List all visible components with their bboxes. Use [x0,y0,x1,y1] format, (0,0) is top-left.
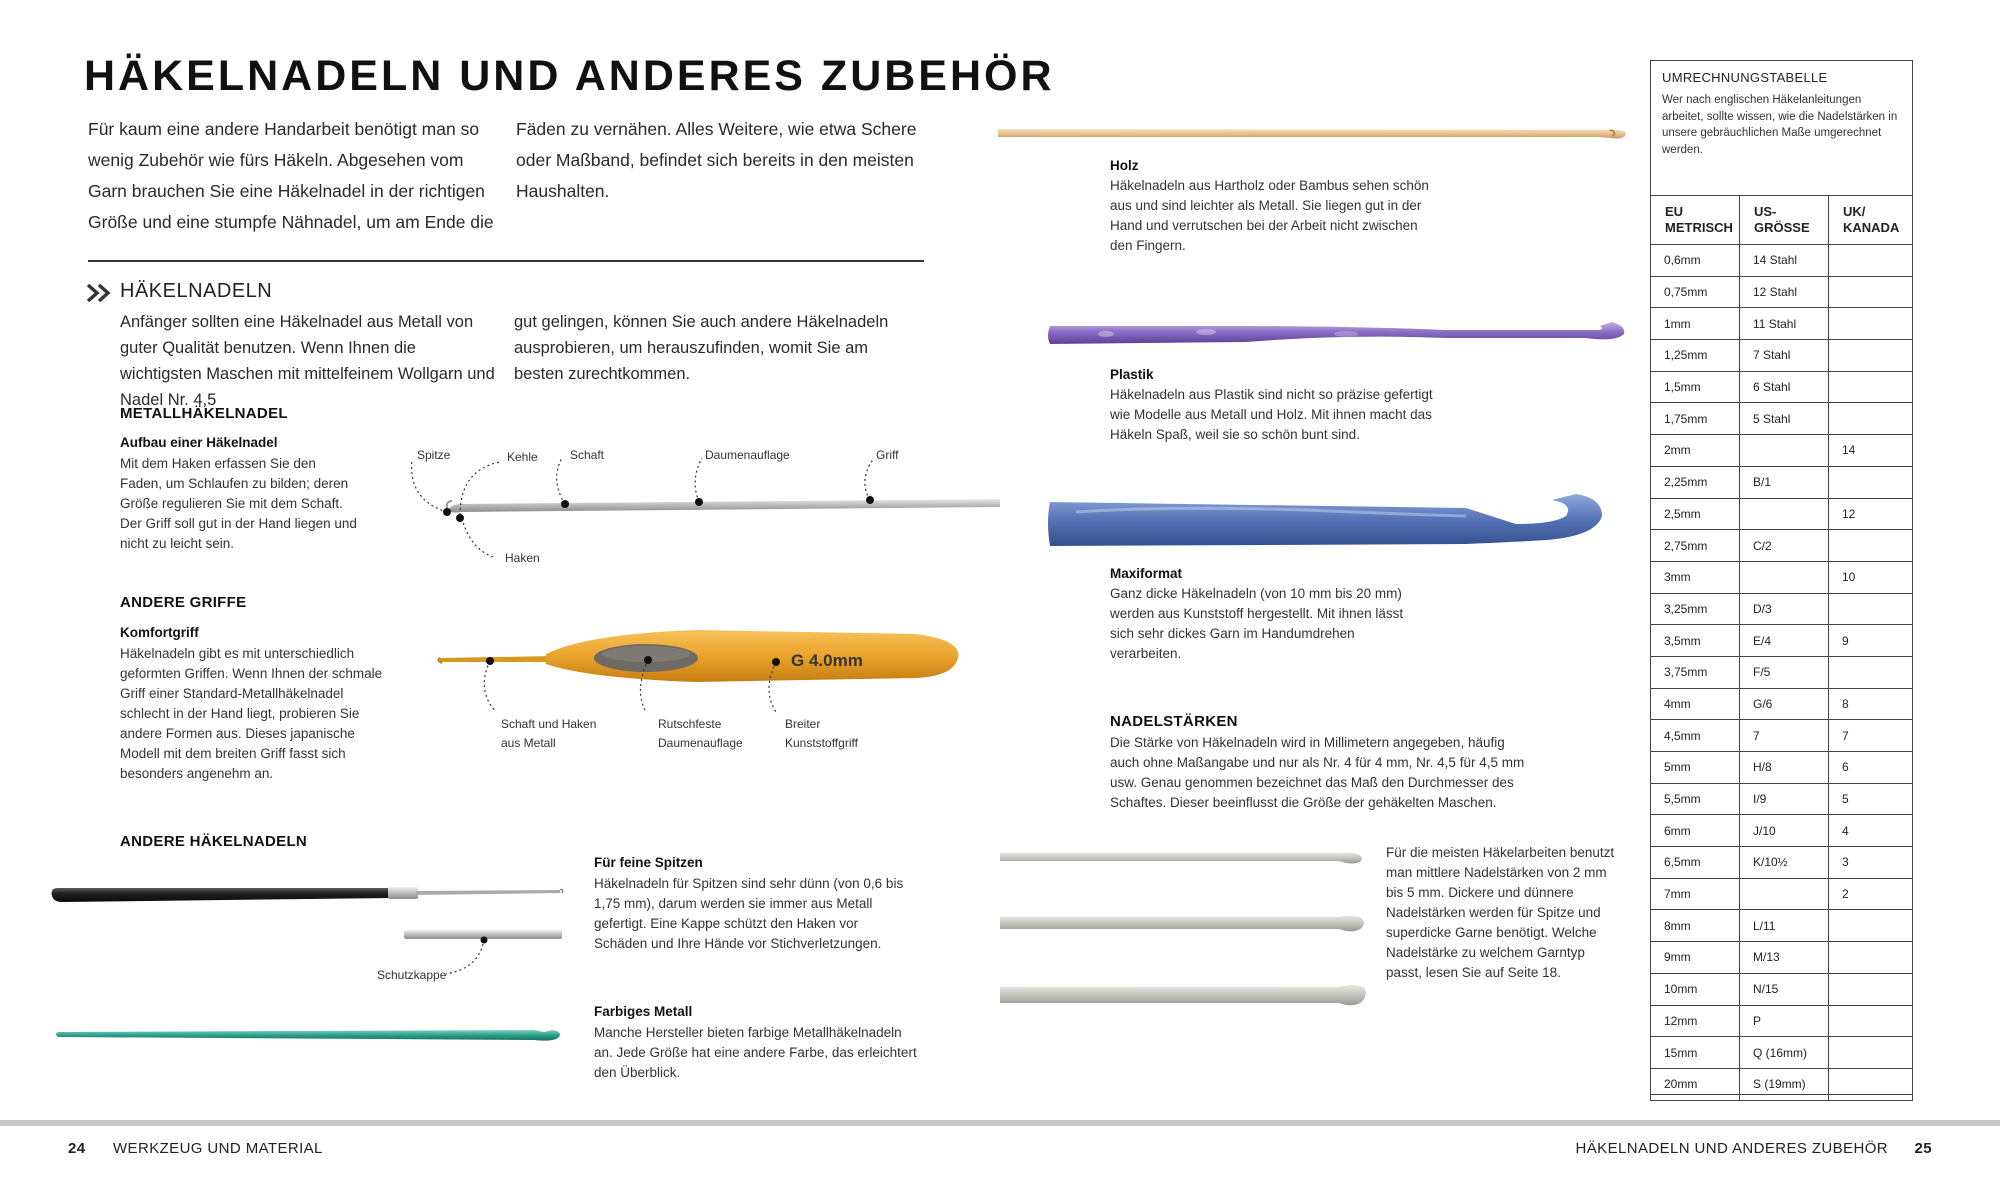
table-row [1651,973,1913,1005]
label-spitze: Spitze [417,448,451,462]
nadelstaerken-text: Die Stärke von Häkelnadeln wird in Millimetern angegeben, häufig auch ohne Maßangabe und nur als Nr. 4 für 4 mm, Nr. 4,5 für 4,5 mm usw. Genau genommen bezeichnet das Maß den Durchmesser des Schaftes. Dieser beeinflusst die Größe der gehäkelten Maschen. [1110,735,1525,810]
cell-uk [1829,656,1913,688]
cell-eu: 4mm [1651,688,1740,720]
plastik-text: Häkelnadeln aus Plastik sind nicht so präzise gefertigt wie Modelle aus Metall und Holz. Mit ihnen macht das Häkeln Spaß, weil sie so schön bunt sind. [1110,387,1433,442]
cell-us: 6 Stahl [1740,371,1829,403]
cell-uk [1829,371,1913,403]
cell-us: C/2 [1740,530,1829,562]
cell-eu: 3,25mm [1651,593,1740,625]
cell-eu: 10mm [1651,973,1740,1005]
cell-us: F/5 [1740,656,1829,688]
table-row [1651,942,1913,974]
metal-hook-illustration [400,440,1000,580]
cell-us: I/9 [1740,783,1829,815]
table-row [1651,688,1913,720]
table-row [1651,910,1913,942]
cell-eu: 2,5mm [1651,498,1740,530]
intro-left: Für kaum eine andere Handarbeit benötigt man so wenig Zubehör wie fürs Häkeln. Abgesehen vom Garn brauchen Sie eine Häkelnadel in der richtigen Größe und eine stumpfe Nähnadel, um am Ende die [88,119,494,232]
label-schaft-haken-1: Schaft und Haken [501,717,597,731]
cell-eu: 15mm [1651,1037,1740,1069]
cell-eu: 3mm [1651,561,1740,593]
table-row [1651,435,1913,467]
cell-uk [1829,973,1913,1005]
cell-us: K/10½ [1740,847,1829,879]
colored-hook-illustration [54,1020,564,1050]
table-row [1651,1037,1913,1069]
divider [88,260,924,262]
sub-maxiformat: Maxiformat [1110,566,1183,581]
sub-aufbau: Aufbau einer Häkelnadel [120,435,278,450]
fine-hook-illustration [50,868,570,988]
label-kehle: Kehle [507,450,538,464]
label-rutschfeste-2: Daumenauflage [658,736,743,750]
table-row [1651,276,1913,308]
cell-eu: 1,5mm [1651,371,1740,403]
table-row [1651,371,1913,403]
table-row [1651,1005,1913,1037]
comfort-hook-illustration [436,620,966,730]
label-schutzkappe: Schutzkappe [377,968,447,982]
table-header-row [1651,196,1913,245]
cell-eu: 20mm [1651,1068,1740,1100]
heading-andere-griffe: ANDERE GRIFFE [120,594,247,611]
cell-us: E/4 [1740,625,1829,657]
header-eu: EU METRISCH [1651,196,1740,245]
cell-us: S (19mm) [1740,1068,1829,1100]
cell-uk [1829,340,1913,372]
table-title: UMRECHNUNGSTABELLE [1662,70,1828,85]
cell-uk [1829,403,1913,435]
sub-feine-spitzen: Für feine Spitzen [594,855,703,870]
label-haken: Haken [505,551,540,565]
heading-andere-haekelnadeln: ANDERE HÄKELNADELN [120,833,308,850]
table-row [1651,403,1913,435]
hook-size-label: G 4.0mm [791,651,863,670]
haekelnadeln-text-left: Anfänger sollten eine Häkelnadel aus Metall von guter Qualität benutzen. Wenn Ihnen die wichtigsten Maschen mit mittelfeinem Wollgarn und Nadel Nr. 4,5 [120,313,495,409]
cell-us [1740,435,1829,467]
table-row [1651,815,1913,847]
cell-us [1740,561,1829,593]
cell-uk [1829,942,1913,974]
page-title: HÄKELNADELN UND ANDERES ZUBEHÖR [84,52,1055,100]
cell-us: 12 Stahl [1740,276,1829,308]
table-row [1651,847,1913,879]
cell-us: Q (16mm) [1740,1037,1829,1069]
cell-us: 5 Stahl [1740,403,1829,435]
cell-uk: 5 [1829,783,1913,815]
table-row [1651,878,1913,910]
cell-uk [1829,245,1913,277]
cell-eu: 3,75mm [1651,656,1740,688]
table-row [1651,720,1913,752]
wooden-hook-illustration [998,122,1630,146]
cell-us: 7 Stahl [1740,340,1829,372]
cell-uk: 2 [1829,878,1913,910]
cell-uk [1829,593,1913,625]
heading-metallhaekelnadel: METALLHÄKELNADEL [120,405,288,422]
cell-uk [1829,530,1913,562]
cell-eu: 1,75mm [1651,403,1740,435]
table-row [1651,656,1913,688]
cell-us: 11 Stahl [1740,308,1829,340]
header-uk: UK/ KANADA [1829,196,1913,245]
cell-uk: 12 [1829,498,1913,530]
komfortgriff-text: Häkelnadeln gibt es mit unterschiedlich geformten Griffen. Wenn Ihnen der schmale Griff einer Standard-Metallhäkelnadel schlecht in der Hand liegt, probieren Sie andere Formen aus. Dieses japanische Modell mit dem breiten Griff fasst sich besonders angenehm an. [120,646,383,781]
cell-eu: 0,6mm [1651,245,1740,277]
haekelnadeln-text-right: gut gelingen, können Sie auch andere Häkelnadeln ausprobieren, um herauszufinden, womit Sie am besten zurechtkommen. [514,313,889,383]
cell-uk [1829,308,1913,340]
cell-uk: 9 [1829,625,1913,657]
cell-eu: 12mm [1651,1005,1740,1037]
cell-eu: 2mm [1651,435,1740,467]
sub-holz: Holz [1110,158,1139,173]
cell-us: N/15 [1740,973,1829,1005]
sub-farbiges-metall: Farbiges Metall [594,1004,693,1019]
cell-uk: 10 [1829,561,1913,593]
table-row [1651,340,1913,372]
footer-right-title: HÄKELNADELN UND ANDERES ZUBEHÖR [1575,1140,1888,1157]
label-schaft: Schaft [570,448,605,462]
cell-eu: 9mm [1651,942,1740,974]
cell-eu: 6mm [1651,815,1740,847]
plastic-hook-illustration [1046,312,1628,360]
cell-uk [1829,910,1913,942]
cell-uk [1829,276,1913,308]
cell-us: B/1 [1740,466,1829,498]
cell-us: 14 Stahl [1740,245,1829,277]
cell-us: 7 [1740,720,1829,752]
cell-uk: 14 [1829,435,1913,467]
sub-komfortgriff: Komfortgriff [120,625,199,640]
feine-spitzen-text: Häkelnadeln für Spitzen sind sehr dünn (von 0,6 bis 1,75 mm), darum werden sie immer aus Metall gefertigt. Eine Kappe schützt den Haken vor Schäden und Ihre Hände vor Stichverletzungen. [594,876,904,951]
cell-eu: 8mm [1651,910,1740,942]
cell-uk [1829,1005,1913,1037]
label-rutschfeste-1: Rutschfeste [658,717,722,731]
table-intro: Wer nach englischen Häkelanleitungen arbeitet, sollte wissen, wie die Nadelstärken in unsere gebräuchlichen Maße umgerechnet werden. [1662,94,1898,156]
cell-eu: 6,5mm [1651,847,1740,879]
maxi-hook-illustration [1046,490,1606,560]
conversion-table [1650,195,1913,1101]
cell-uk: 7 [1829,720,1913,752]
table-row [1651,498,1913,530]
maxiformat-text: Ganz dicke Häkelnadeln (von 10 mm bis 20 mm) werden aus Kunststoff hergestellt. Mit ihnen lässt sich sehr dickes Garn im Handumdrehen verarbeiten. [1110,586,1404,661]
cell-uk: 4 [1829,815,1913,847]
aufbau-text: Mit dem Haken erfassen Sie den Faden, um Schlaufen zu bilden; deren Größe regulieren Sie mit dem Schaft. Der Griff soll gut in der Hand liegen und nicht zu leicht sein. [120,456,357,551]
footer-right-page: 25 [1914,1140,1932,1157]
footer-left-title: WERKZEUG UND MATERIAL [113,1140,323,1157]
footer-bar [0,1120,2000,1126]
header-us: US-GRÖSSE [1740,196,1829,245]
table-row [1651,561,1913,593]
table-row [1651,245,1913,277]
cell-eu: 0,75mm [1651,276,1740,308]
cell-us: P [1740,1005,1829,1037]
table-row [1651,783,1913,815]
label-daumenauflage: Daumenauflage [705,448,790,462]
cell-us [1740,498,1829,530]
section-heading-haekelnadeln: HÄKELNADELN [120,280,273,302]
cell-eu: 7mm [1651,878,1740,910]
cell-eu: 1,25mm [1651,340,1740,372]
double-chevron-icon [86,283,114,303]
footer-left-page: 24 [68,1140,86,1157]
steel-hooks-illustration [998,845,1368,1015]
cell-eu: 5,5mm [1651,783,1740,815]
cell-eu: 5mm [1651,752,1740,784]
cell-us: D/3 [1740,593,1829,625]
label-breiter-2: Kunststoffgriff [785,736,858,750]
table-row [1651,625,1913,657]
table-row [1651,593,1913,625]
cell-eu: 3,5mm [1651,625,1740,657]
sub-plastik: Plastik [1110,367,1154,382]
table-row [1651,308,1913,340]
table-row [1651,1068,1913,1100]
farbiges-metall-text: Manche Hersteller bieten farbige Metallhäkelnadeln an. Jede Größe hat eine andere Farbe, das erleichtert den Überblick. [594,1025,917,1080]
heading-nadelstaerken: NADELSTÄRKEN [1110,713,1238,730]
cell-uk [1829,1068,1913,1100]
table-row [1651,530,1913,562]
meisten-text: Für die meisten Häkelarbeiten benutzt man mittlere Nadelstärken von 2 mm bis 5 mm. Dickere und dünnere Nadelstärken werden für Spitze und superdicke Garne benötigt. Welche Nadelstärke zu welchem Garntyp passt, lesen Sie auf Seite 18. [1386,845,1615,980]
cell-eu: 4,5mm [1651,720,1740,752]
cell-us: L/11 [1740,910,1829,942]
cell-eu: 1mm [1651,308,1740,340]
cell-us: M/13 [1740,942,1829,974]
cell-uk: 3 [1829,847,1913,879]
cell-us: H/8 [1740,752,1829,784]
label-griff: Griff [876,448,899,462]
cell-us [1740,878,1829,910]
intro-right: Fäden zu vernähen. Alles Weitere, wie etwa Schere oder Maßband, befindet sich bereits in den meisten Haushalten. [516,119,917,201]
label-breiter-1: Breiter [785,717,821,731]
table-row [1651,466,1913,498]
label-schaft-haken-2: aus Metall [501,736,556,750]
cell-uk: 6 [1829,752,1913,784]
holz-text: Häkelnadeln aus Hartholz oder Bambus sehen schön aus und sind leichter als Metall. Sie liegen gut in der Hand und verrutschen bei der Arbeit nicht zwischen den Fingern. [1110,178,1429,253]
cell-uk [1829,466,1913,498]
cell-us: J/10 [1740,815,1829,847]
cell-uk: 8 [1829,688,1913,720]
table-row [1651,752,1913,784]
cell-uk [1829,1037,1913,1069]
table-body [1651,245,1913,1101]
cell-us: G/6 [1740,688,1829,720]
cell-eu: 2,75mm [1651,530,1740,562]
cell-eu: 2,25mm [1651,466,1740,498]
